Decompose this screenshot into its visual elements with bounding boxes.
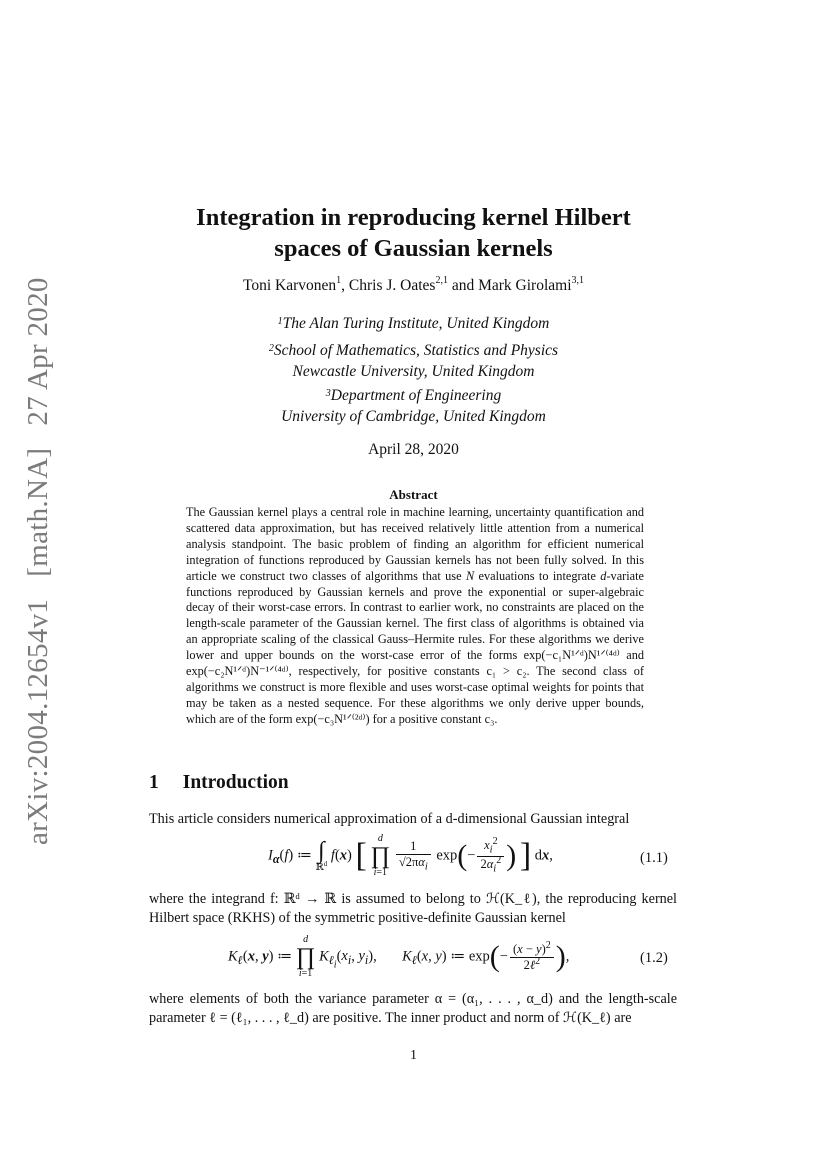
section-title: Introduction xyxy=(182,772,289,793)
author-list xyxy=(0,277,827,295)
author-separator: , xyxy=(341,277,349,294)
equation-number: (1.1) xyxy=(640,850,668,866)
arxiv-category: [math.NA] xyxy=(22,447,54,577)
affiliation-3 xyxy=(0,385,827,427)
page-number: 1 xyxy=(410,1048,417,1063)
affil-sup: 1 xyxy=(277,316,283,327)
intro-paragraph-2: where the integrand f: ℝᵈ → ℝ is assumed to belong to ℋ(K_ℓ), the reproducing kernel Hilbert space (RKHS) of the symmetric positive-definite Gaussian kernel xyxy=(149,891,677,926)
abstract-math: N xyxy=(465,568,475,583)
intro-paragraph-1: This article considers numerical approximation of a d-dimensional Gaussian integral xyxy=(149,811,630,827)
affil-line: The Alan Turing Institute, United Kingdom xyxy=(282,315,550,332)
arxiv-date: 27 Apr 2020 xyxy=(22,277,54,426)
intro-paragraph-3: where elements of both the variance parameter α = (α₁, . . . , α_d) and the length-scale parameter ℓ = (ℓ₁, . . . , ℓ_d) are positive. The inner product and norm of ℋ(K_ℓ) are xyxy=(149,991,677,1026)
affil-line: Newcastle University, United Kingdom xyxy=(292,363,535,380)
affil-sup: 3 xyxy=(325,388,331,399)
equation-1-2: $K_\ell(x$, y) ≔ d ∏ i=1 $K_{\ell_i}(x_i$, $y_i$), $K_\ell(x$, y) ≔ exp(− $\frac{(x - y)^2}{2\ell^2}$ ), xyxy=(228,934,570,979)
author-affil-sup: 1 xyxy=(336,275,342,286)
paper-title xyxy=(0,202,827,264)
author-name: Chris J. Oates xyxy=(348,277,436,294)
abstract-math: d xyxy=(600,568,607,583)
abstract-text: evaluations to integrate xyxy=(474,568,601,583)
affil-line: University of Cambridge, United Kingdom xyxy=(281,408,546,425)
title-line-2: spaces of Gaussian kernels xyxy=(274,235,553,262)
affil-line: School of Mathematics, Statistics and Physics xyxy=(273,342,559,359)
equation-number: (1.2) xyxy=(640,950,668,966)
affiliation-2 xyxy=(0,340,827,382)
author-separator: and xyxy=(447,277,479,294)
author-name: Toni Karvonen xyxy=(242,277,337,294)
section-heading xyxy=(149,772,289,794)
section-number: 1 xyxy=(149,772,159,793)
affil-line: Department of Engineering xyxy=(330,387,502,404)
paper-date: April 28, 2020 xyxy=(368,441,459,458)
author-affil-sup: 3,1 xyxy=(571,275,585,286)
abstract-text: The Gaussian kernel plays a central role in machine learning, uncertainty quantification and scattered data approximation, but has received relatively little attention from a numerical analysis standpoint. The basic problem of finding an algorithm for efficient numerical integration of functions reproduced by Gaussian kernels has not been fully solved. In this article we construct two classes of algorithms that use xyxy=(186,505,644,583)
title-line-1: Integration in reproducing kernel Hilbert xyxy=(196,204,631,231)
abstract-text: -variate functions reproduced by Gaussian kernels and prove the exponential or super-algebraic decay of their worst-case errors. In contrast to earlier work, no constraints are placed on the length-scale parameter of the Gaussian kernel. The first class of algorithms is obtained via an appropriate scaling of the classical Gauss–Hermite rules. For these algorithms we derive lower and upper bounds on the worst-case error of the forms exp(−c₁N¹ᐟᵈ)N¹ᐟ⁽⁴ᵈ⁾ and exp(−c₂N¹ᐟᵈ)N⁻¹ᐟ⁽⁴ᵈ⁾, respectively, for positive constants c₁ > c₂. The second class of algorithms we construct is more flexible and uses worst-case optimal weights for points that may be taken as a nested sequence. For these algorithms we only derive upper bounds, which are of the form exp(−c₃N¹ᐟ⁽²ᵈ⁾) for a positive constant c₃. xyxy=(186,568,644,726)
affiliation-1 xyxy=(0,313,827,334)
abstract-body xyxy=(186,505,644,728)
equation-1-1: $I_\alpha(f)$ ≔ ∫ ℝ$^d$ f(x) [ d ∏ i=1 $\frac{1}{√2\pi\alpha_i}$ exp(− $\frac{x_i^2}{2\alpha_i^2}$ ) ] dx, xyxy=(268,833,553,878)
abstract-heading: Abstract xyxy=(389,487,438,502)
author-affil-sup: 2,1 xyxy=(435,275,448,286)
author-name: Mark Girolami xyxy=(478,277,572,294)
arxiv-id: arXiv:2004.12654v1 xyxy=(22,598,54,845)
affil-sup: 2 xyxy=(268,343,274,354)
